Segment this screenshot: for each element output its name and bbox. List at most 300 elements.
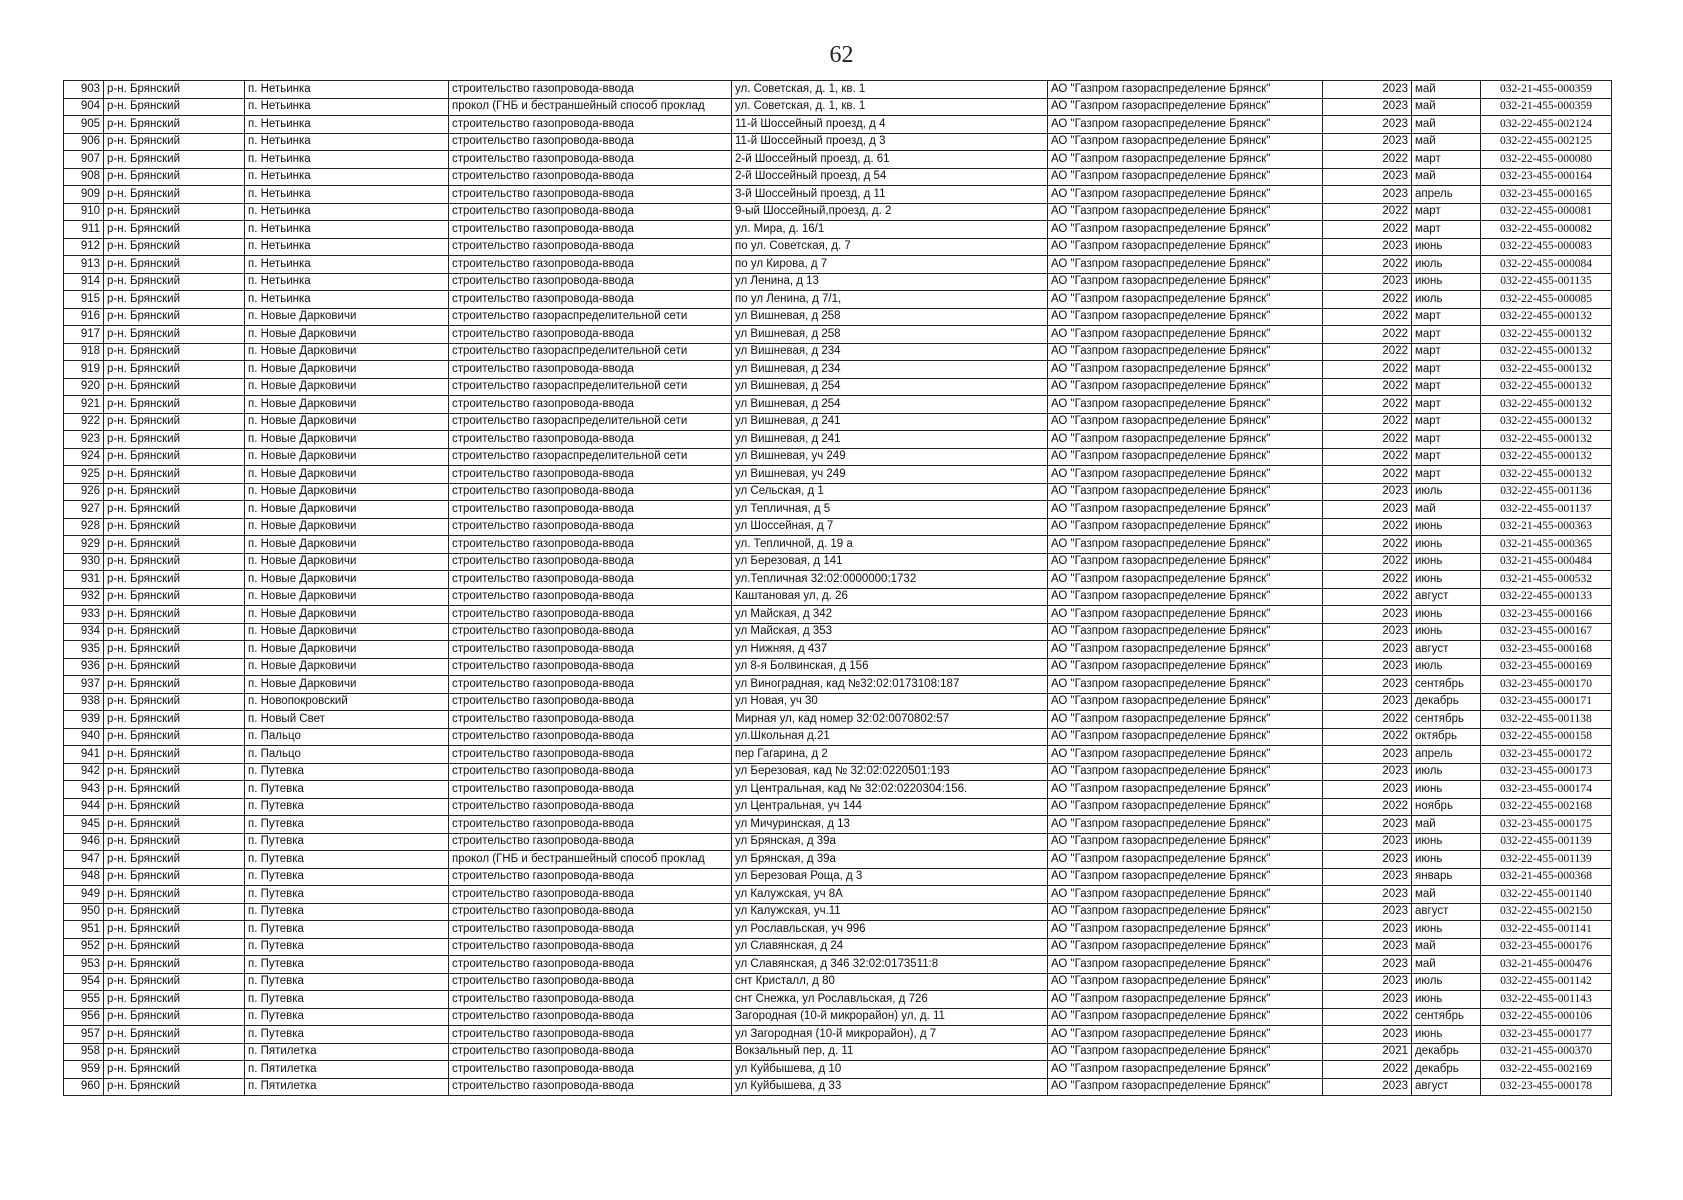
district-cell: р-н. Брянский — [104, 1026, 245, 1044]
row-number: 906 — [64, 133, 104, 151]
year-cell: 2023 — [1323, 116, 1412, 134]
district-cell: р-н. Брянский — [104, 361, 245, 379]
table-row — [64, 1026, 1612, 1044]
row-number: 919 — [64, 361, 104, 379]
work-type-cell: строительство газопровода-ввода — [449, 1078, 732, 1096]
month-cell: июнь — [1412, 851, 1481, 869]
work-type-cell: строительство газопровода-ввода — [449, 623, 732, 641]
district-cell: р-н. Брянский — [104, 1008, 245, 1026]
row-number: 954 — [64, 973, 104, 991]
code-cell: 032-23-455-000169 — [1481, 658, 1612, 676]
work-type-cell: строительство газопровода-ввода — [449, 1008, 732, 1026]
work-type-cell: строительство газопровода-ввода — [449, 168, 732, 186]
district-cell: р-н. Брянский — [104, 203, 245, 221]
code-cell: 032-23-455-000165 — [1481, 186, 1612, 204]
settlement-cell: п. Путевка — [245, 956, 449, 974]
settlement-cell: п. Путевка — [245, 763, 449, 781]
year-cell: 2023 — [1323, 238, 1412, 256]
organization-cell: АО "Газпром газораспределение Брянск" — [1048, 921, 1323, 939]
table-row — [64, 676, 1612, 694]
code-cell: 032-22-455-000132 — [1481, 431, 1612, 449]
month-cell: май — [1412, 168, 1481, 186]
row-number: 913 — [64, 256, 104, 274]
table-row — [64, 396, 1612, 414]
work-type-cell: строительство газопровода-ввода — [449, 518, 732, 536]
organization-cell: АО "Газпром газораспределение Брянск" — [1048, 746, 1323, 764]
settlement-cell: п. Путевка — [245, 1008, 449, 1026]
settlement-cell: п. Новые Дарковичи — [245, 396, 449, 414]
year-cell: 2023 — [1323, 921, 1412, 939]
month-cell: март — [1412, 361, 1481, 379]
address-cell: Мирная ул, кад номер 32:02:0070802:57 — [732, 711, 1048, 729]
month-cell: июнь — [1412, 606, 1481, 624]
address-cell: ул Вишневая, д 254 — [732, 396, 1048, 414]
district-cell: р-н. Брянский — [104, 378, 245, 396]
row-number: 914 — [64, 273, 104, 291]
address-cell: 11-й Шоссейный проезд, д 3 — [732, 133, 1048, 151]
code-cell: 032-22-455-000132 — [1481, 326, 1612, 344]
address-cell: по ул Ленина, д 7/1, — [732, 291, 1048, 309]
code-cell: 032-23-455-000176 — [1481, 938, 1612, 956]
row-number: 945 — [64, 816, 104, 834]
row-number: 928 — [64, 518, 104, 536]
month-cell: сентябрь — [1412, 711, 1481, 729]
work-type-cell: строительство газопровода-ввода — [449, 606, 732, 624]
table-row — [64, 833, 1612, 851]
row-number: 959 — [64, 1061, 104, 1079]
row-number: 958 — [64, 1043, 104, 1061]
table-row — [64, 361, 1612, 379]
organization-cell: АО "Газпром газораспределение Брянск" — [1048, 781, 1323, 799]
row-number: 910 — [64, 203, 104, 221]
table-row — [64, 501, 1612, 519]
work-type-cell: строительство газораспределительной сети — [449, 308, 732, 326]
table-row — [64, 116, 1612, 134]
settlement-cell: п. Путевка — [245, 991, 449, 1009]
organization-cell: АО "Газпром газораспределение Брянск" — [1048, 203, 1323, 221]
address-cell: ул Вишневая, д 234 — [732, 361, 1048, 379]
month-cell: июнь — [1412, 1026, 1481, 1044]
address-cell: ул Нижняя, д 437 — [732, 641, 1048, 659]
address-cell: ул Рославльская, уч 996 — [732, 921, 1048, 939]
code-cell: 032-23-455-000177 — [1481, 1026, 1612, 1044]
work-type-cell: строительство газопровода-ввода — [449, 396, 732, 414]
organization-cell: АО "Газпром газораспределение Брянск" — [1048, 553, 1323, 571]
year-cell: 2022 — [1323, 588, 1412, 606]
address-cell: ул Куйбышева, д 10 — [732, 1061, 1048, 1079]
address-cell: ул Березовая, д 141 — [732, 553, 1048, 571]
address-cell: ул Загородная (10-й микрорайон), д 7 — [732, 1026, 1048, 1044]
address-cell: по ул. Советская, д. 7 — [732, 238, 1048, 256]
work-type-cell: строительство газопровода-ввода — [449, 273, 732, 291]
year-cell: 2022 — [1323, 308, 1412, 326]
table-row — [64, 746, 1612, 764]
settlement-cell: п. Новый Свет — [245, 711, 449, 729]
row-number: 925 — [64, 466, 104, 484]
settlement-cell: п. Новые Дарковичи — [245, 326, 449, 344]
row-number: 920 — [64, 378, 104, 396]
district-cell: р-н. Брянский — [104, 991, 245, 1009]
work-type-cell: строительство газопровода-ввода — [449, 501, 732, 519]
address-cell: 2-й Шоссейный проезд, д 54 — [732, 168, 1048, 186]
month-cell: июнь — [1412, 518, 1481, 536]
year-cell: 2023 — [1323, 501, 1412, 519]
code-cell: 032-23-455-000168 — [1481, 641, 1612, 659]
table-row — [64, 938, 1612, 956]
month-cell: май — [1412, 116, 1481, 134]
district-cell: р-н. Брянский — [104, 518, 245, 536]
district-cell: р-н. Брянский — [104, 973, 245, 991]
code-cell: 032-23-455-000172 — [1481, 746, 1612, 764]
district-cell: р-н. Брянский — [104, 98, 245, 116]
settlement-cell: п. Путевка — [245, 938, 449, 956]
row-number: 953 — [64, 956, 104, 974]
code-cell: 032-21-455-000359 — [1481, 98, 1612, 116]
table-row — [64, 711, 1612, 729]
row-number: 922 — [64, 413, 104, 431]
table-row — [64, 553, 1612, 571]
organization-cell: АО "Газпром газораспределение Брянск" — [1048, 676, 1323, 694]
settlement-cell: п. Новые Дарковичи — [245, 518, 449, 536]
month-cell: июль — [1412, 658, 1481, 676]
organization-cell: АО "Газпром газораспределение Брянск" — [1048, 133, 1323, 151]
settlement-cell: п. Путевка — [245, 886, 449, 904]
code-cell: 032-23-455-000178 — [1481, 1078, 1612, 1096]
settlement-cell: п. Нетьинка — [245, 133, 449, 151]
organization-cell: АО "Газпром газораспределение Брянск" — [1048, 186, 1323, 204]
table-row — [64, 343, 1612, 361]
work-type-cell: строительство газопровода-ввода — [449, 326, 732, 344]
row-number: 951 — [64, 921, 104, 939]
district-cell: р-н. Брянский — [104, 273, 245, 291]
organization-cell: АО "Газпром газораспределение Брянск" — [1048, 291, 1323, 309]
address-cell: ул Вишневая, д 258 — [732, 308, 1048, 326]
work-type-cell: строительство газопровода-ввода — [449, 798, 732, 816]
settlement-cell: п. Новые Дарковичи — [245, 343, 449, 361]
organization-cell: АО "Газпром газораспределение Брянск" — [1048, 833, 1323, 851]
address-cell: ул Ленина, д 13 — [732, 273, 1048, 291]
settlement-cell: п. Нетьинка — [245, 81, 449, 99]
organization-cell: АО "Газпром газораспределение Брянск" — [1048, 903, 1323, 921]
code-cell: 032-23-455-000164 — [1481, 168, 1612, 186]
code-cell: 032-22-455-001143 — [1481, 991, 1612, 1009]
organization-cell: АО "Газпром газораспределение Брянск" — [1048, 98, 1323, 116]
organization-cell: АО "Газпром газораспределение Брянск" — [1048, 851, 1323, 869]
district-cell: р-н. Брянский — [104, 291, 245, 309]
row-number: 950 — [64, 903, 104, 921]
year-cell: 2022 — [1323, 291, 1412, 309]
year-cell: 2023 — [1323, 658, 1412, 676]
work-type-cell: строительство газопровода-ввода — [449, 466, 732, 484]
organization-cell: АО "Газпром газораспределение Брянск" — [1048, 116, 1323, 134]
code-cell: 032-22-455-000106 — [1481, 1008, 1612, 1026]
district-cell: р-н. Брянский — [104, 938, 245, 956]
code-cell: 032-22-455-002150 — [1481, 903, 1612, 921]
district-cell: р-н. Брянский — [104, 238, 245, 256]
organization-cell: АО "Газпром газораспределение Брянск" — [1048, 256, 1323, 274]
work-type-cell: строительство газопровода-ввода — [449, 1061, 732, 1079]
work-type-cell: строительство газопровода-ввода — [449, 203, 732, 221]
organization-cell: АО "Газпром газораспределение Брянск" — [1048, 518, 1323, 536]
table-row — [64, 273, 1612, 291]
settlement-cell: п. Новые Дарковичи — [245, 308, 449, 326]
year-cell: 2022 — [1323, 361, 1412, 379]
year-cell: 2022 — [1323, 448, 1412, 466]
row-number: 939 — [64, 711, 104, 729]
code-cell: 032-22-455-000083 — [1481, 238, 1612, 256]
month-cell: март — [1412, 378, 1481, 396]
settlement-cell: п. Нетьинка — [245, 291, 449, 309]
work-type-cell: строительство газопровода-ввода — [449, 81, 732, 99]
table-row — [64, 536, 1612, 554]
code-cell: 032-23-455-000174 — [1481, 781, 1612, 799]
table-row — [64, 641, 1612, 659]
year-cell: 2023 — [1323, 676, 1412, 694]
address-cell: Каштановая ул, д. 26 — [732, 588, 1048, 606]
settlement-cell: п. Новые Дарковичи — [245, 606, 449, 624]
code-cell: 032-22-455-000132 — [1481, 396, 1612, 414]
month-cell: июнь — [1412, 571, 1481, 589]
organization-cell: АО "Газпром газораспределение Брянск" — [1048, 238, 1323, 256]
year-cell: 2022 — [1323, 396, 1412, 414]
address-cell: ул Березовая Роща, д 3 — [732, 868, 1048, 886]
address-cell: ул Березовая, кад № 32:02:0220501:193 — [732, 763, 1048, 781]
row-number: 937 — [64, 676, 104, 694]
organization-cell: АО "Газпром газораспределение Брянск" — [1048, 466, 1323, 484]
settlement-cell: п. Путевка — [245, 851, 449, 869]
address-cell: ул Майская, д 353 — [732, 623, 1048, 641]
organization-cell: АО "Газпром газораспределение Брянск" — [1048, 641, 1323, 659]
organization-cell: АО "Газпром газораспределение Брянск" — [1048, 396, 1323, 414]
address-cell: ул Центральная, уч 144 — [732, 798, 1048, 816]
settlement-cell: п. Путевка — [245, 903, 449, 921]
organization-cell: АО "Газпром газораспределение Брянск" — [1048, 1008, 1323, 1026]
month-cell: май — [1412, 98, 1481, 116]
year-cell: 2023 — [1323, 606, 1412, 624]
district-cell: р-н. Брянский — [104, 816, 245, 834]
district-cell: р-н. Брянский — [104, 728, 245, 746]
code-cell: 032-21-455-000359 — [1481, 81, 1612, 99]
work-type-cell: прокол (ГНБ и бестраншейный способ проклад — [449, 98, 732, 116]
settlement-cell: п. Путевка — [245, 798, 449, 816]
table-row — [64, 133, 1612, 151]
settlement-cell: п. Новые Дарковичи — [245, 431, 449, 449]
month-cell: июнь — [1412, 623, 1481, 641]
settlement-cell: п. Новые Дарковичи — [245, 658, 449, 676]
district-cell: р-н. Брянский — [104, 1061, 245, 1079]
month-cell: апрель — [1412, 746, 1481, 764]
code-cell: 032-21-455-000368 — [1481, 868, 1612, 886]
month-cell: июль — [1412, 291, 1481, 309]
table-row — [64, 256, 1612, 274]
row-number: 905 — [64, 116, 104, 134]
row-number: 949 — [64, 886, 104, 904]
month-cell: март — [1412, 396, 1481, 414]
row-number: 924 — [64, 448, 104, 466]
code-cell: 032-21-455-000476 — [1481, 956, 1612, 974]
address-cell: ул Славянская, д 346 32:02:0173511:8 — [732, 956, 1048, 974]
row-number: 934 — [64, 623, 104, 641]
table-row — [64, 693, 1612, 711]
month-cell: июль — [1412, 256, 1481, 274]
row-number: 952 — [64, 938, 104, 956]
code-cell: 032-22-455-000132 — [1481, 378, 1612, 396]
work-type-cell: строительство газопровода-ввода — [449, 151, 732, 169]
district-cell: р-н. Брянский — [104, 763, 245, 781]
code-cell: 032-23-455-000171 — [1481, 693, 1612, 711]
table-row — [64, 1078, 1612, 1096]
month-cell: март — [1412, 221, 1481, 239]
month-cell: май — [1412, 133, 1481, 151]
organization-cell: АО "Газпром газораспределение Брянск" — [1048, 938, 1323, 956]
row-number: 942 — [64, 763, 104, 781]
organization-cell: АО "Газпром газораспределение Брянск" — [1048, 588, 1323, 606]
settlement-cell: п. Нетьинка — [245, 116, 449, 134]
district-cell: р-н. Брянский — [104, 588, 245, 606]
organization-cell: АО "Газпром газораспределение Брянск" — [1048, 571, 1323, 589]
work-type-cell: строительство газопровода-ввода — [449, 781, 732, 799]
work-type-cell: строительство газопровода-ввода — [449, 763, 732, 781]
table-row — [64, 623, 1612, 641]
work-type-cell: строительство газопровода-ввода — [449, 973, 732, 991]
district-cell: р-н. Брянский — [104, 851, 245, 869]
row-number: 911 — [64, 221, 104, 239]
month-cell: март — [1412, 431, 1481, 449]
month-cell: июнь — [1412, 238, 1481, 256]
address-cell: ул. Тепличной, д. 19 а — [732, 536, 1048, 554]
address-cell: ул 8-я Болвинская, д 156 — [732, 658, 1048, 676]
year-cell: 2023 — [1323, 483, 1412, 501]
table-row — [64, 956, 1612, 974]
table-row — [64, 238, 1612, 256]
row-number: 912 — [64, 238, 104, 256]
organization-cell: АО "Газпром газораспределение Брянск" — [1048, 1078, 1323, 1096]
table-row — [64, 151, 1612, 169]
district-cell: р-н. Брянский — [104, 1078, 245, 1096]
code-cell: 032-21-455-000532 — [1481, 571, 1612, 589]
code-cell: 032-22-455-000085 — [1481, 291, 1612, 309]
work-type-cell: строительство газопровода-ввода — [449, 588, 732, 606]
table-row — [64, 816, 1612, 834]
month-cell: декабрь — [1412, 1061, 1481, 1079]
settlement-cell: п. Нетьинка — [245, 168, 449, 186]
address-cell: 3-й Шоссейный проезд, д 11 — [732, 186, 1048, 204]
district-cell: р-н. Брянский — [104, 396, 245, 414]
table-row — [64, 378, 1612, 396]
table-row — [64, 221, 1612, 239]
organization-cell: АО "Газпром газораспределение Брянск" — [1048, 991, 1323, 1009]
row-number: 935 — [64, 641, 104, 659]
month-cell: сентябрь — [1412, 1008, 1481, 1026]
table-row — [64, 413, 1612, 431]
address-cell: ул. Советская, д. 1, кв. 1 — [732, 98, 1048, 116]
year-cell: 2023 — [1323, 1078, 1412, 1096]
code-cell: 032-22-455-000132 — [1481, 413, 1612, 431]
code-cell: 032-22-455-001142 — [1481, 973, 1612, 991]
month-cell: март — [1412, 151, 1481, 169]
row-number: 923 — [64, 431, 104, 449]
row-number: 933 — [64, 606, 104, 624]
table-row — [64, 466, 1612, 484]
year-cell: 2023 — [1323, 938, 1412, 956]
district-cell: р-н. Брянский — [104, 448, 245, 466]
address-cell: ул Сельская, д 1 — [732, 483, 1048, 501]
row-number: 904 — [64, 98, 104, 116]
table-row — [64, 326, 1612, 344]
year-cell: 2023 — [1323, 1026, 1412, 1044]
table-row — [64, 728, 1612, 746]
month-cell: май — [1412, 956, 1481, 974]
work-type-cell: строительство газораспределительной сети — [449, 343, 732, 361]
month-cell: май — [1412, 816, 1481, 834]
settlement-cell: п. Пальцо — [245, 728, 449, 746]
work-type-cell: строительство газопровода-ввода — [449, 728, 732, 746]
address-cell: ул Новая, уч 30 — [732, 693, 1048, 711]
district-cell: р-н. Брянский — [104, 186, 245, 204]
code-cell: 032-22-455-001139 — [1481, 833, 1612, 851]
code-cell: 032-23-455-000167 — [1481, 623, 1612, 641]
address-cell: 9-ый Шоссейный,проезд, д. 2 — [732, 203, 1048, 221]
work-type-cell: строительство газопровода-ввода — [449, 536, 732, 554]
month-cell: июнь — [1412, 833, 1481, 851]
table-row — [64, 518, 1612, 536]
work-type-cell: строительство газораспределительной сети — [449, 448, 732, 466]
settlement-cell: п. Путевка — [245, 973, 449, 991]
year-cell: 2022 — [1323, 431, 1412, 449]
work-type-cell: строительство газопровода-ввода — [449, 361, 732, 379]
table-row — [64, 448, 1612, 466]
page-number: 62 — [829, 42, 854, 68]
row-number: 944 — [64, 798, 104, 816]
table-row — [64, 763, 1612, 781]
code-cell: 032-22-455-000132 — [1481, 308, 1612, 326]
work-type-cell: строительство газопровода-ввода — [449, 116, 732, 134]
address-cell: ул.Школьная д.21 — [732, 728, 1048, 746]
year-cell: 2023 — [1323, 833, 1412, 851]
month-cell: август — [1412, 641, 1481, 659]
settlement-cell: п. Нетьинка — [245, 98, 449, 116]
address-cell: ул. Советская, д. 1, кв. 1 — [732, 81, 1048, 99]
code-cell: 032-22-455-000081 — [1481, 203, 1612, 221]
district-cell: р-н. Брянский — [104, 676, 245, 694]
organization-cell: АО "Газпром газораспределение Брянск" — [1048, 343, 1323, 361]
settlement-cell: п. Нетьинка — [245, 151, 449, 169]
year-cell: 2022 — [1323, 221, 1412, 239]
row-number: 960 — [64, 1078, 104, 1096]
year-cell: 2022 — [1323, 151, 1412, 169]
address-cell: ул Мичуринская, д 13 — [732, 816, 1048, 834]
code-cell: 032-22-455-001141 — [1481, 921, 1612, 939]
row-number: 947 — [64, 851, 104, 869]
work-type-cell: строительство газопровода-ввода — [449, 991, 732, 1009]
work-type-cell: строительство газопровода-ввода — [449, 186, 732, 204]
district-cell: р-н. Брянский — [104, 168, 245, 186]
row-number: 927 — [64, 501, 104, 519]
year-cell: 2022 — [1323, 203, 1412, 221]
settlement-cell: п. Новые Дарковичи — [245, 553, 449, 571]
month-cell: март — [1412, 466, 1481, 484]
month-cell: август — [1412, 588, 1481, 606]
row-number: 932 — [64, 588, 104, 606]
work-type-cell: строительство газопровода-ввода — [449, 886, 732, 904]
district-cell: р-н. Брянский — [104, 833, 245, 851]
year-cell: 2022 — [1323, 378, 1412, 396]
settlement-cell: п. Пятилетка — [245, 1043, 449, 1061]
code-cell: 032-22-455-002168 — [1481, 798, 1612, 816]
year-cell: 2023 — [1323, 623, 1412, 641]
organization-cell: АО "Газпром газораспределение Брянск" — [1048, 1043, 1323, 1061]
row-number: 940 — [64, 728, 104, 746]
